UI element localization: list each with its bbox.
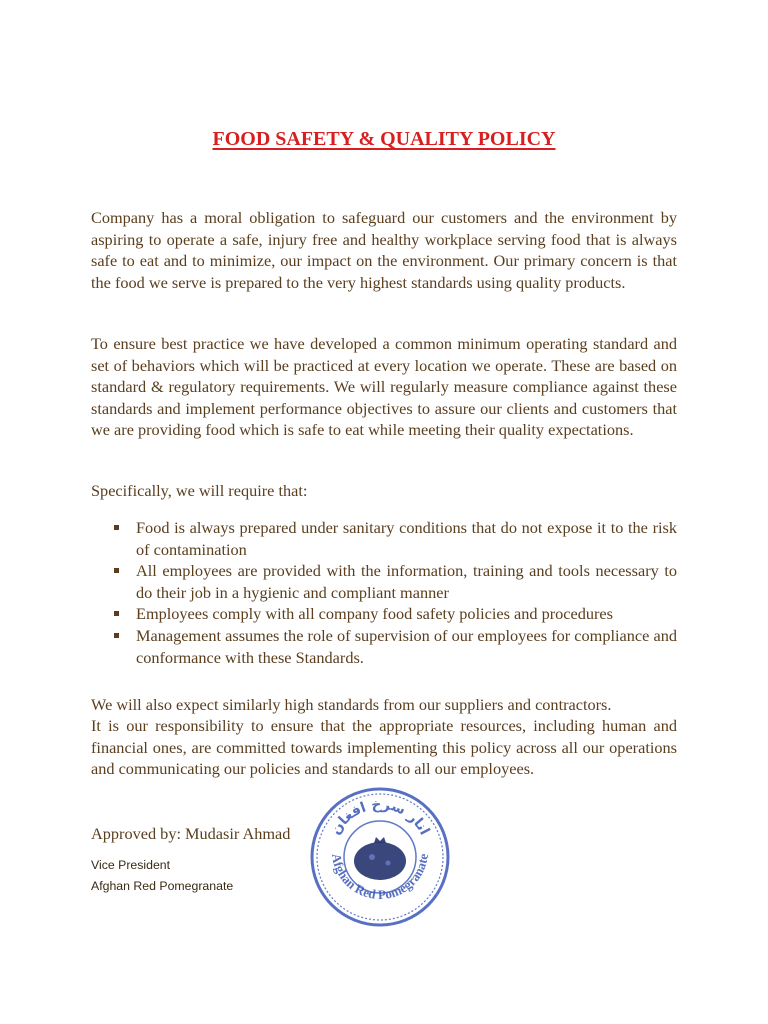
square-bullet-icon <box>114 633 119 638</box>
signatory-organization: Afghan Red Pomegranate <box>91 879 234 893</box>
intro-paragraph: Company has a moral obligation to safeguard our customers and the environment by aspiring to operate a safe, injury free and healthy workplace serving food that is always safe to eat and to minimize, our impact on the environment. Our primary concern is that the food we serve is prepared to the very highest standards using quality products. <box>91 208 677 292</box>
signatory-position: Vice President <box>91 858 171 872</box>
list-item-text: Management assumes the role of supervision of our employees for compliance and conformance with these Standards. <box>136 625 677 667</box>
square-bullet-icon <box>114 568 119 573</box>
responsibility-paragraph: It is our responsibility to ensure that the appropriate resources, including human and financial ones, are committed towards implementing this policy across all our operations and communicating our policies and standards to all our employees. <box>91 716 677 779</box>
requirements-list <box>91 517 677 668</box>
list-item <box>91 517 677 560</box>
list-item-text: Employees comply with all company food safety policies and procedures <box>136 604 613 624</box>
pomegranate-icon <box>354 837 406 880</box>
page-title: FOOD SAFETY & QUALITY POLICY <box>212 128 556 150</box>
list-item <box>91 560 677 603</box>
list-item-text: All employees are provided with the information, training and tools necessary to do their job in a hygienic and compliant manner <box>136 561 677 602</box>
square-bullet-icon <box>114 525 119 530</box>
list-item <box>91 603 677 625</box>
svg-text:انار سرخ افغان: انار سرخ افغان <box>327 796 433 838</box>
square-bullet-icon <box>114 611 119 616</box>
approved-by: Approved by: Mudasir Ahmad <box>91 824 291 843</box>
requirements-intro: Specifically, we will require that: <box>91 481 308 500</box>
list-item <box>91 625 677 668</box>
company-seal-stamp <box>308 785 452 929</box>
best-practice-paragraph: To ensure best practice we have developed a common minimum operating standard and set of behaviors which will be practiced at every location we operate. These are based on standard & regulatory requirements. We will regularly measure compliance against these standards and implement performance objectives to assure our clients and customers that we are providing food which is safe to eat while meeting their quality expectations. <box>91 334 677 440</box>
svg-text:Afghan Red Pomegranate: Afghan Red Pomegranate <box>328 852 431 903</box>
suppliers-paragraph: We will also expect similarly high standards from our suppliers and contractors. <box>91 695 612 714</box>
list-item-text: Food is always prepared under sanitary conditions that do not expose it to the risk of contamination <box>136 518 677 559</box>
